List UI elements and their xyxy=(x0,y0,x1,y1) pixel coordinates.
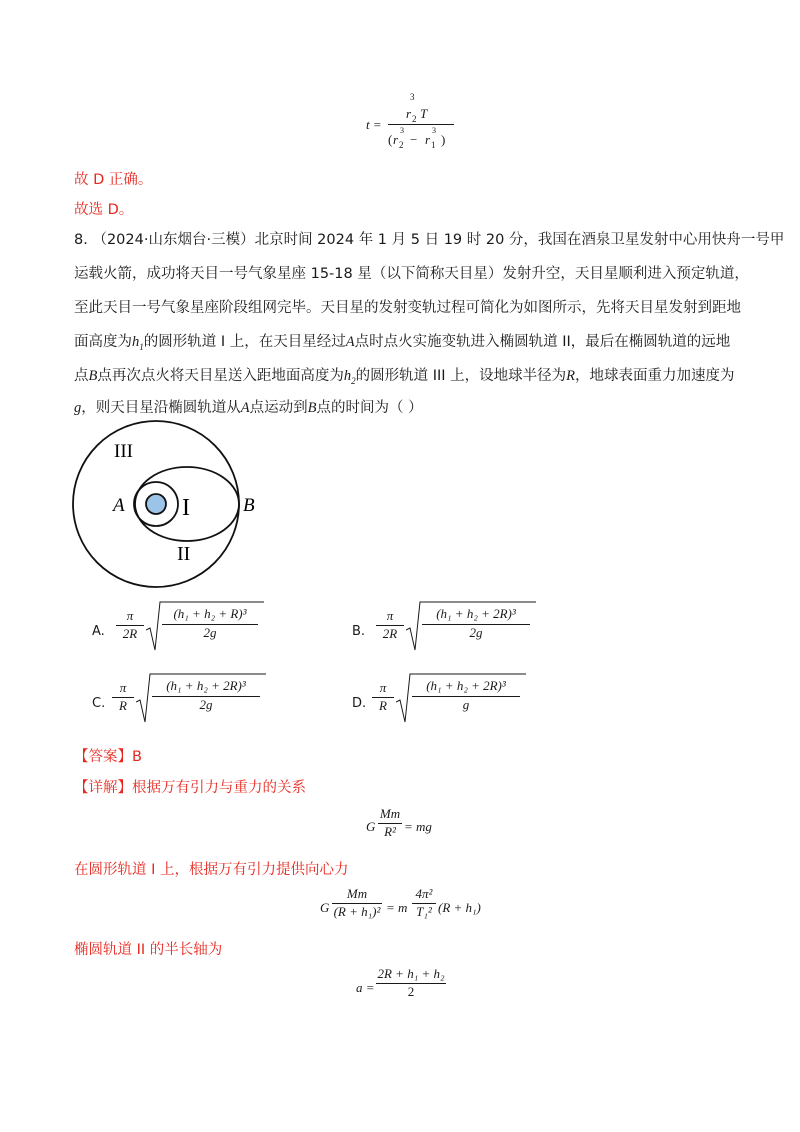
option-d-frac xyxy=(412,678,520,713)
option-c-label: C. xyxy=(92,696,106,711)
explanation-intro-text: 根据万有引力与重力的关系 xyxy=(132,780,306,796)
q4-text-c: 点时点火实施变轨进入椭圆轨道 II，最后在椭圆轨道的远地 xyxy=(354,334,731,350)
option-a-label: A. xyxy=(92,624,105,639)
explanation-tag: 【详解】 xyxy=(74,780,132,796)
formula-den-minus: − xyxy=(410,132,418,147)
option-d-inner: (h₁ + h₂ + 2R)³ xyxy=(426,678,506,693)
eq1-G: G xyxy=(366,819,376,834)
formula-lhs: t = xyxy=(366,117,382,132)
formula-den-r2: r xyxy=(393,132,399,147)
option-a-coef xyxy=(116,608,144,642)
q4-text-b: 的圆形轨道 I 上，在天目星经过 xyxy=(143,334,346,350)
option-b-coef-den: 2R xyxy=(382,626,398,641)
earth xyxy=(146,494,166,514)
option-a-frac xyxy=(162,606,258,641)
option-c-inner: (h₁ + h₂ + 2R)³ xyxy=(166,678,246,693)
eq2-num: Mm xyxy=(346,886,368,901)
conclusion-line-1: 故 D 正确。 xyxy=(74,172,153,188)
eq1-rhs: = mg xyxy=(404,819,432,834)
eq3-den: 2 xyxy=(407,984,415,999)
option-d[interactable] xyxy=(352,672,552,732)
eq2-den2: T₁² xyxy=(416,904,432,919)
eq2-G: G xyxy=(320,900,330,915)
option-d-coef-den: R xyxy=(379,698,387,713)
q5-text-d: ，地球表面重力加速度为 xyxy=(575,368,735,384)
label-A: A xyxy=(113,495,125,516)
eq1-den: R² xyxy=(384,824,396,839)
answer-tag: 【答案】 xyxy=(74,749,132,765)
option-b-coef xyxy=(376,608,404,642)
eq3-frac xyxy=(376,966,446,1000)
option-c-coef xyxy=(112,680,134,714)
q4-h-sub: 1 xyxy=(139,341,144,352)
option-d-coef xyxy=(372,680,394,714)
eq2-num2: 4π² xyxy=(415,886,433,901)
q4-h: h xyxy=(132,334,140,350)
option-a[interactable] xyxy=(92,600,292,660)
formula-den-exp1: 3 xyxy=(432,126,436,135)
q6-B: B xyxy=(307,400,317,416)
formula-num-r: r xyxy=(406,106,412,121)
question-line-3: 至此天目一号气象星座阶段组网完毕。天目星的发射变轨过程可简化为如图所示，先将天目星发射到距地 xyxy=(74,300,741,316)
q6-text-a: ，则天目星沿椭圆轨道从 xyxy=(81,400,241,416)
eq2-tail: (R + h₁) xyxy=(438,900,481,915)
q5-text-b: 点再次点火将天目星送入距地面高度为 xyxy=(97,368,344,384)
eq2-eq: = m xyxy=(386,900,408,915)
label-III: III xyxy=(114,441,133,462)
eq3-lhs: a = xyxy=(356,980,375,995)
q4-text-a: 面高度为 xyxy=(74,334,132,350)
q6-A: A xyxy=(240,400,250,416)
formula-num-exp: 3 xyxy=(410,92,415,102)
equation-1 xyxy=(366,806,446,850)
question-number: 8. xyxy=(74,232,88,248)
option-c-coef-num: π xyxy=(119,680,127,695)
option-b-coef-num: π xyxy=(386,608,394,623)
option-c[interactable] xyxy=(92,672,292,732)
option-c-coef-den: R xyxy=(119,698,127,713)
option-b[interactable] xyxy=(352,600,552,660)
eq2-frac-2 xyxy=(412,886,436,920)
q5-B: B xyxy=(88,368,98,384)
question-source: （2024·山东烟台·三模） xyxy=(92,232,255,248)
label-I: I xyxy=(182,495,190,521)
option-a-den: 2g xyxy=(203,625,217,640)
top-formula xyxy=(366,92,446,152)
option-d-label: D. xyxy=(352,696,367,711)
option-d-coef-num: π xyxy=(379,680,387,695)
eq2-frac-1 xyxy=(332,886,382,920)
option-a-inner: (h₁ + h₂ + R)³ xyxy=(173,606,247,621)
label-II: II xyxy=(177,543,191,565)
option-b-frac xyxy=(422,606,530,641)
option-b-den: 2g xyxy=(469,625,483,640)
q5-h: h xyxy=(343,368,352,384)
q4-A: A xyxy=(345,334,355,350)
equation-3 xyxy=(356,966,456,1010)
question-line-2: 运载火箭，成功将天目一号气象星座 15-18 星（以下简称天目星）发射升空，天目星顺利进入预定轨道， xyxy=(74,266,749,282)
q6-g: g xyxy=(74,400,82,416)
orbit-diagram xyxy=(68,420,268,594)
q5-text-a: 点 xyxy=(74,368,89,384)
formula-den-sub2: 2 xyxy=(399,140,404,150)
option-a-coef-den: 2R xyxy=(122,626,138,641)
option-c-frac xyxy=(152,678,260,713)
option-d-den: g xyxy=(462,697,470,712)
question-text-1: 北京时间 2024 年 1 月 5 日 19 时 20 分，我国在酒泉卫星发射中心用快舟一号甲 xyxy=(254,232,785,248)
eq2-den: (R + h₁)² xyxy=(333,904,381,919)
eq3-num: 2R + h₁ + h₂ xyxy=(377,966,445,981)
explanation-intro xyxy=(74,778,306,798)
formula-num-sub: 2 xyxy=(412,114,417,124)
question-line-4 xyxy=(74,332,730,357)
conclusion-line-2: 故选 D。 xyxy=(74,202,134,218)
formula-den-r1: r xyxy=(425,132,431,147)
question-line-1 xyxy=(74,230,784,250)
explanation-text-3: 椭圆轨道 II 的半长轴为 xyxy=(74,942,223,958)
question-line-6 xyxy=(74,398,423,418)
option-c-den: 2g xyxy=(199,697,213,712)
equation-2 xyxy=(320,886,500,932)
eq1-num: Mm xyxy=(379,806,401,821)
label-B: B xyxy=(243,495,255,516)
q5-h-sub: 2 xyxy=(351,375,356,386)
answer-value: B xyxy=(132,749,142,765)
q6-text-b: 点运动到 xyxy=(249,400,308,416)
q6-text-c: 点的时间为（ ） xyxy=(316,400,423,416)
q5-R: R xyxy=(566,368,576,384)
answer-line xyxy=(74,747,142,767)
option-b-label: B. xyxy=(352,624,366,639)
formula-den-exp2: 3 xyxy=(400,126,404,135)
option-a-coef-num: π xyxy=(126,608,134,623)
option-b-inner: (h₁ + h₂ + 2R)³ xyxy=(436,606,516,621)
formula-den-open: ( xyxy=(388,132,393,147)
eq1-frac xyxy=(378,806,402,840)
formula-bar xyxy=(388,124,454,125)
question-line-5 xyxy=(74,366,735,391)
explanation-text-2: 在圆形轨道 I 上，根据万有引力提供向心力 xyxy=(74,862,349,878)
formula-num-T: T xyxy=(420,106,428,121)
formula-den-sub1: 1 xyxy=(431,140,436,150)
q5-text-c: 的圆形轨道 III 上，设地球半径为 xyxy=(355,368,567,384)
formula-den-close: ) xyxy=(441,132,446,147)
